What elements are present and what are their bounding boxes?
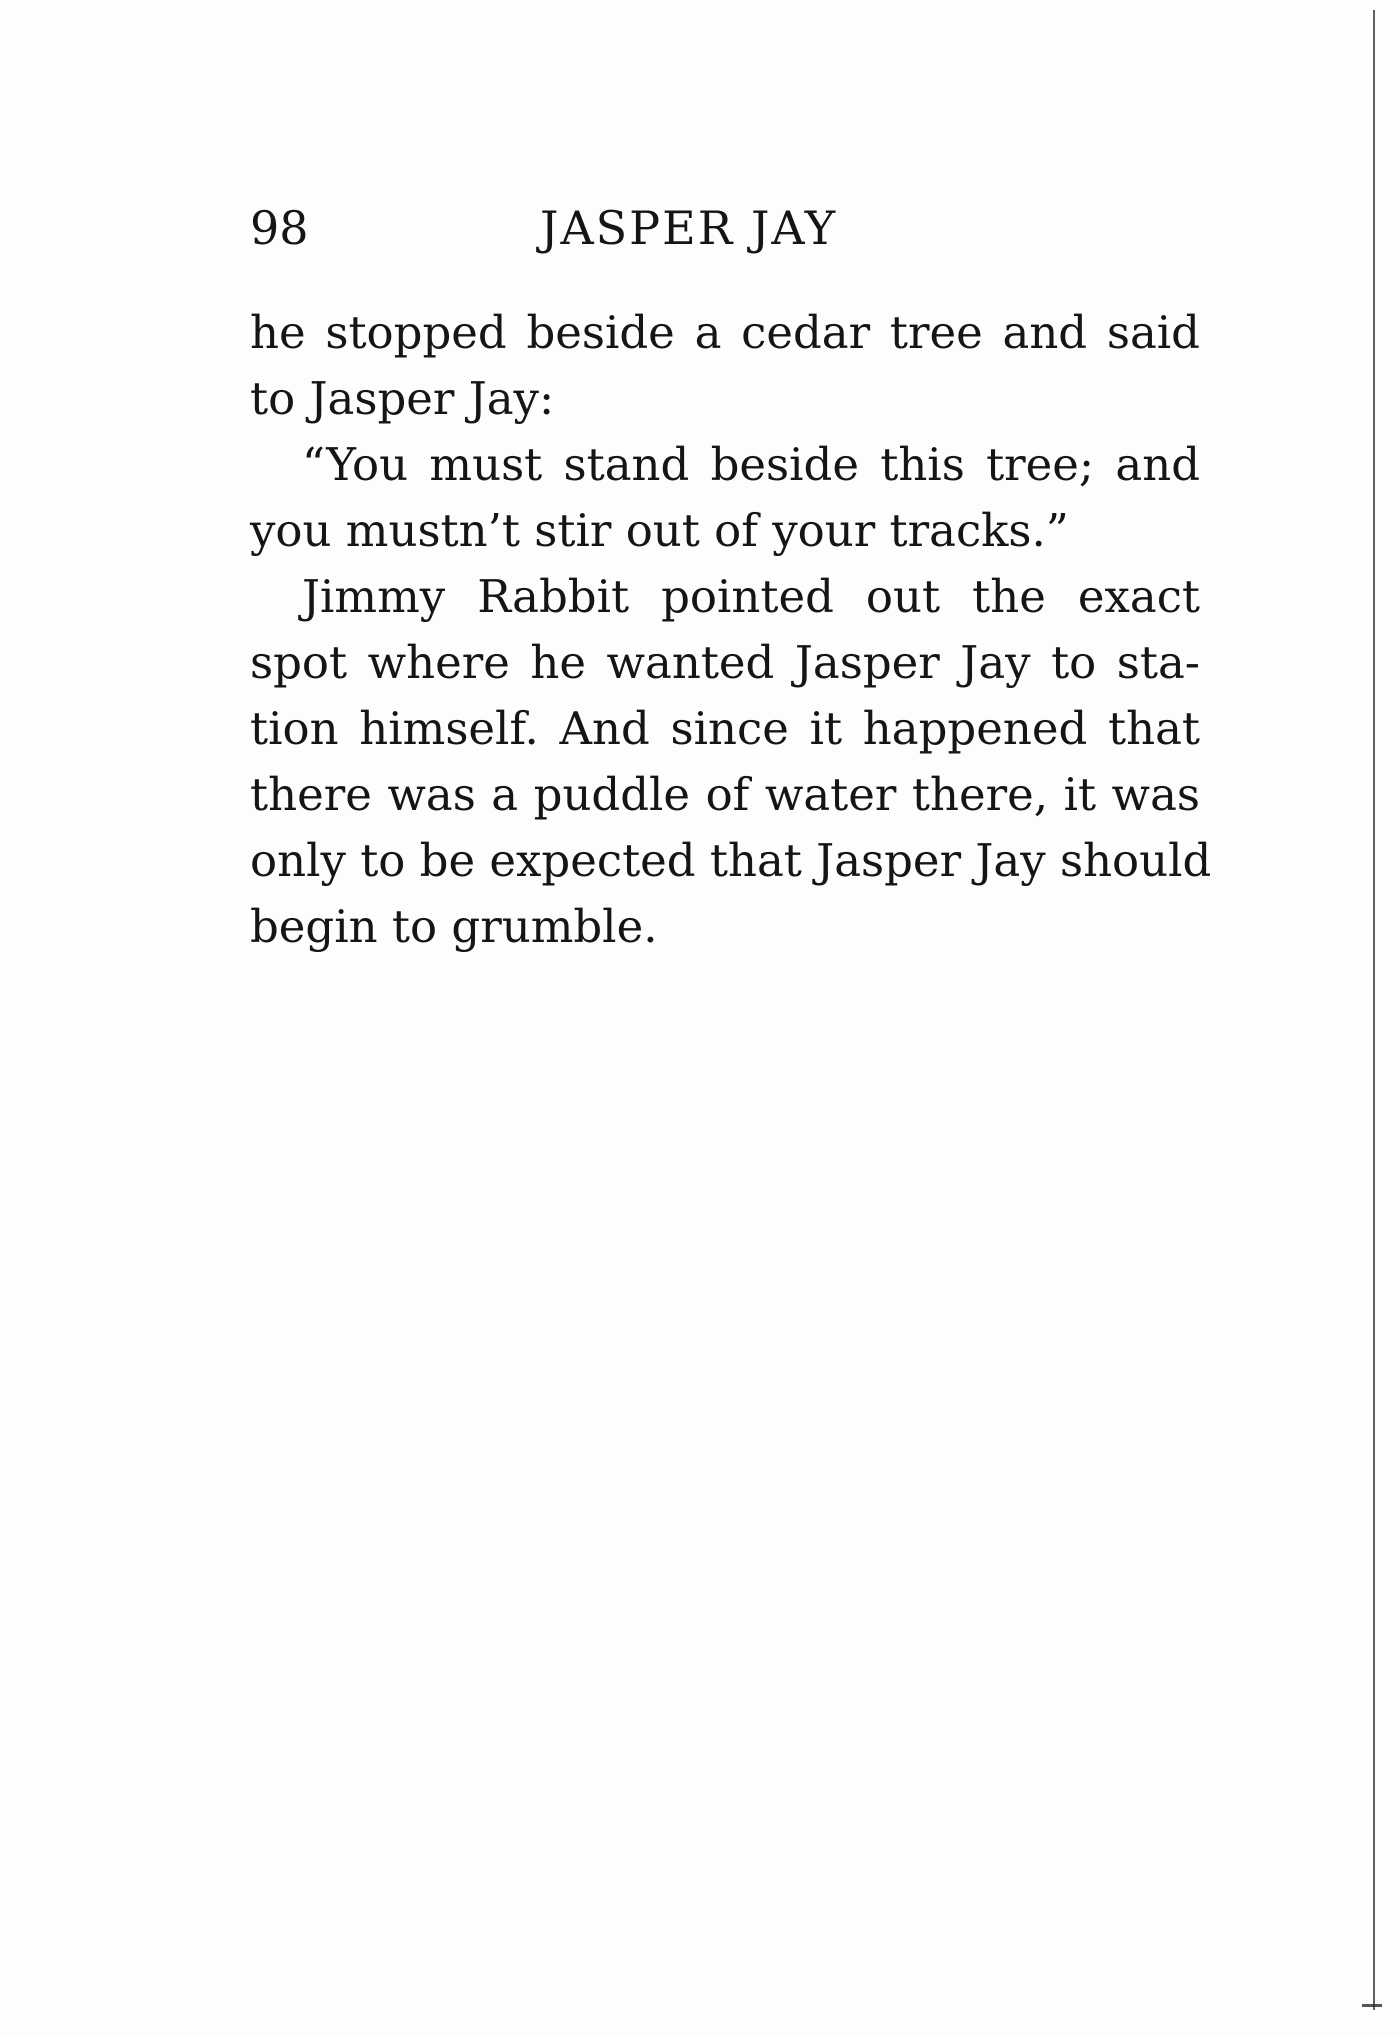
running-head [250,198,1200,258]
text-line: “You must stand beside this tree; and [302,438,1200,491]
page-number: 98 [250,201,309,255]
text-line: he stopped beside a cedar tree and said [250,306,1200,359]
text-line: begin to grumble. [250,900,658,953]
running-title: JASPER JAY [540,201,838,255]
body-text [250,300,1212,960]
text-line: there was a puddle of water there, it was [250,768,1200,821]
page-edge-mark [1362,2004,1382,2007]
text-line: tion himself. And since it happened that [250,702,1200,755]
text-line: you mustn’t stir out of your tracks.” [250,504,1069,557]
page-edge-line [1373,10,1375,2010]
text-line: to Jasper Jay: [250,372,555,425]
text-line: only to be expected that Jasper Jay should [250,834,1212,887]
text-line: Jimmy Rabbit pointed out the exact [302,570,1200,623]
text-line: spot where he wanted Jasper Jay to sta- [250,636,1200,689]
